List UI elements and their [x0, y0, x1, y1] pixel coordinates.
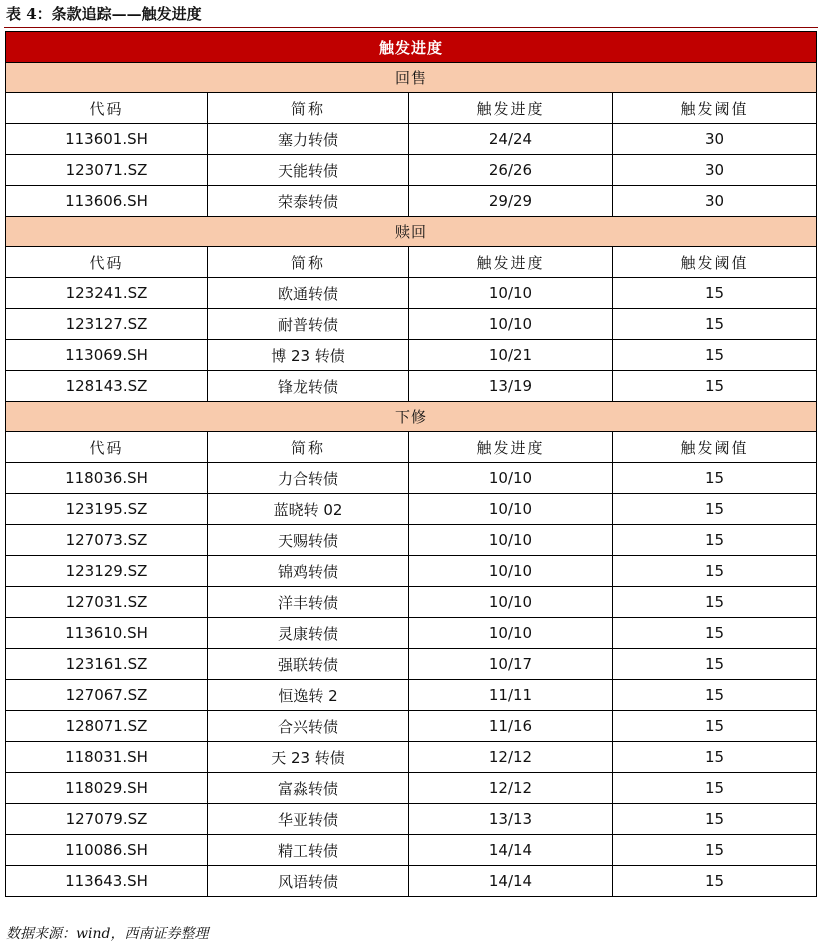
name-cell: 风语转债 [208, 866, 409, 897]
code-cell: 123195.SZ [6, 494, 208, 525]
trigger-progress-table [5, 31, 817, 897]
caption-divider [4, 27, 818, 28]
name-cell: 力合转债 [208, 463, 409, 494]
table-title-row [6, 32, 817, 63]
threshold-cell: 15 [613, 773, 817, 804]
name-cell: 塞力转债 [208, 124, 409, 155]
table-caption: 表 4：条款追踪——触发进度 [6, 5, 202, 23]
progress-cell: 10/10 [409, 278, 613, 309]
name-cell: 合兴转债 [208, 711, 409, 742]
name-cell: 华亚转债 [208, 804, 409, 835]
threshold-cell: 15 [613, 711, 817, 742]
section-row [6, 402, 817, 432]
name-cell: 灵康转债 [208, 618, 409, 649]
table-row [6, 680, 817, 711]
table-row [6, 155, 817, 186]
column-header: 代码 [6, 93, 208, 124]
name-cell: 欧通转债 [208, 278, 409, 309]
progress-cell: 10/10 [409, 309, 613, 340]
column-header-row [6, 247, 817, 278]
threshold-cell: 15 [613, 278, 817, 309]
code-cell: 110086.SH [6, 835, 208, 866]
name-cell: 天 23 转债 [208, 742, 409, 773]
column-header: 触发阈值 [613, 93, 817, 124]
column-header: 触发进度 [409, 247, 613, 278]
column-header: 简称 [208, 432, 409, 463]
threshold-cell: 15 [613, 742, 817, 773]
name-cell: 洋丰转债 [208, 587, 409, 618]
section-row [6, 63, 817, 93]
name-cell: 天赐转债 [208, 525, 409, 556]
code-cell: 113601.SH [6, 124, 208, 155]
progress-cell: 14/14 [409, 866, 613, 897]
progress-cell: 24/24 [409, 124, 613, 155]
threshold-cell: 15 [613, 866, 817, 897]
progress-cell: 10/10 [409, 587, 613, 618]
name-cell: 锋龙转债 [208, 371, 409, 402]
table-row [6, 649, 817, 680]
table-row [6, 525, 817, 556]
code-cell: 118029.SH [6, 773, 208, 804]
code-cell: 127031.SZ [6, 587, 208, 618]
column-header: 触发进度 [409, 432, 613, 463]
threshold-cell: 15 [613, 371, 817, 402]
table-row [6, 742, 817, 773]
column-header: 代码 [6, 432, 208, 463]
code-cell: 113606.SH [6, 186, 208, 217]
section-label: 回售 [6, 63, 817, 93]
threshold-cell: 15 [613, 525, 817, 556]
table-row [6, 340, 817, 371]
code-cell: 127067.SZ [6, 680, 208, 711]
threshold-cell: 15 [613, 587, 817, 618]
table-row [6, 371, 817, 402]
progress-cell: 12/12 [409, 773, 613, 804]
threshold-cell: 15 [613, 494, 817, 525]
name-cell: 锦鸡转债 [208, 556, 409, 587]
column-header: 触发进度 [409, 93, 613, 124]
progress-cell: 13/19 [409, 371, 613, 402]
progress-cell: 13/13 [409, 804, 613, 835]
threshold-cell: 15 [613, 680, 817, 711]
table-row [6, 278, 817, 309]
threshold-cell: 30 [613, 155, 817, 186]
threshold-cell: 15 [613, 804, 817, 835]
table-row [6, 463, 817, 494]
table-row [6, 804, 817, 835]
table-row [6, 556, 817, 587]
code-cell: 128071.SZ [6, 711, 208, 742]
table-body [6, 32, 817, 897]
name-cell: 恒逸转 2 [208, 680, 409, 711]
progress-cell: 10/10 [409, 494, 613, 525]
code-cell: 123129.SZ [6, 556, 208, 587]
threshold-cell: 15 [613, 618, 817, 649]
section-label: 下修 [6, 402, 817, 432]
table-row [6, 835, 817, 866]
column-header: 触发阈值 [613, 247, 817, 278]
code-cell: 113643.SH [6, 866, 208, 897]
column-header: 触发阈值 [613, 432, 817, 463]
name-cell: 富淼转债 [208, 773, 409, 804]
threshold-cell: 15 [613, 309, 817, 340]
code-cell: 118036.SH [6, 463, 208, 494]
column-header-row [6, 93, 817, 124]
column-header: 简称 [208, 247, 409, 278]
section-label: 赎回 [6, 217, 817, 247]
name-cell: 精工转债 [208, 835, 409, 866]
code-cell: 123161.SZ [6, 649, 208, 680]
threshold-cell: 15 [613, 649, 817, 680]
name-cell: 天能转债 [208, 155, 409, 186]
table-row [6, 186, 817, 217]
table-row [6, 773, 817, 804]
table-row [6, 866, 817, 897]
table-row [6, 124, 817, 155]
source-note: 数据来源：wind，西南证券整理 [6, 926, 209, 942]
column-header-row [6, 432, 817, 463]
progress-cell: 11/16 [409, 711, 613, 742]
code-cell: 123071.SZ [6, 155, 208, 186]
name-cell: 强联转债 [208, 649, 409, 680]
code-cell: 113610.SH [6, 618, 208, 649]
code-cell: 128143.SZ [6, 371, 208, 402]
section-row [6, 217, 817, 247]
code-cell: 127079.SZ [6, 804, 208, 835]
threshold-cell: 15 [613, 340, 817, 371]
threshold-cell: 30 [613, 124, 817, 155]
threshold-cell: 15 [613, 835, 817, 866]
progress-cell: 12/12 [409, 742, 613, 773]
table-row [6, 494, 817, 525]
table-row [6, 618, 817, 649]
threshold-cell: 15 [613, 556, 817, 587]
name-cell: 蓝晓转 02 [208, 494, 409, 525]
progress-cell: 10/21 [409, 340, 613, 371]
code-cell: 118031.SH [6, 742, 208, 773]
code-cell: 123127.SZ [6, 309, 208, 340]
table-row [6, 711, 817, 742]
progress-cell: 10/10 [409, 463, 613, 494]
progress-cell: 29/29 [409, 186, 613, 217]
progress-cell: 10/10 [409, 618, 613, 649]
progress-cell: 10/10 [409, 556, 613, 587]
code-cell: 113069.SH [6, 340, 208, 371]
threshold-cell: 15 [613, 463, 817, 494]
code-cell: 127073.SZ [6, 525, 208, 556]
column-header: 简称 [208, 93, 409, 124]
table-row [6, 587, 817, 618]
name-cell: 荣泰转债 [208, 186, 409, 217]
progress-cell: 26/26 [409, 155, 613, 186]
threshold-cell: 30 [613, 186, 817, 217]
table-row [6, 309, 817, 340]
progress-cell: 10/17 [409, 649, 613, 680]
progress-cell: 10/10 [409, 525, 613, 556]
name-cell: 博 23 转债 [208, 340, 409, 371]
table-title: 触发进度 [6, 32, 817, 63]
progress-cell: 11/11 [409, 680, 613, 711]
name-cell: 耐普转债 [208, 309, 409, 340]
column-header: 代码 [6, 247, 208, 278]
code-cell: 123241.SZ [6, 278, 208, 309]
progress-cell: 14/14 [409, 835, 613, 866]
